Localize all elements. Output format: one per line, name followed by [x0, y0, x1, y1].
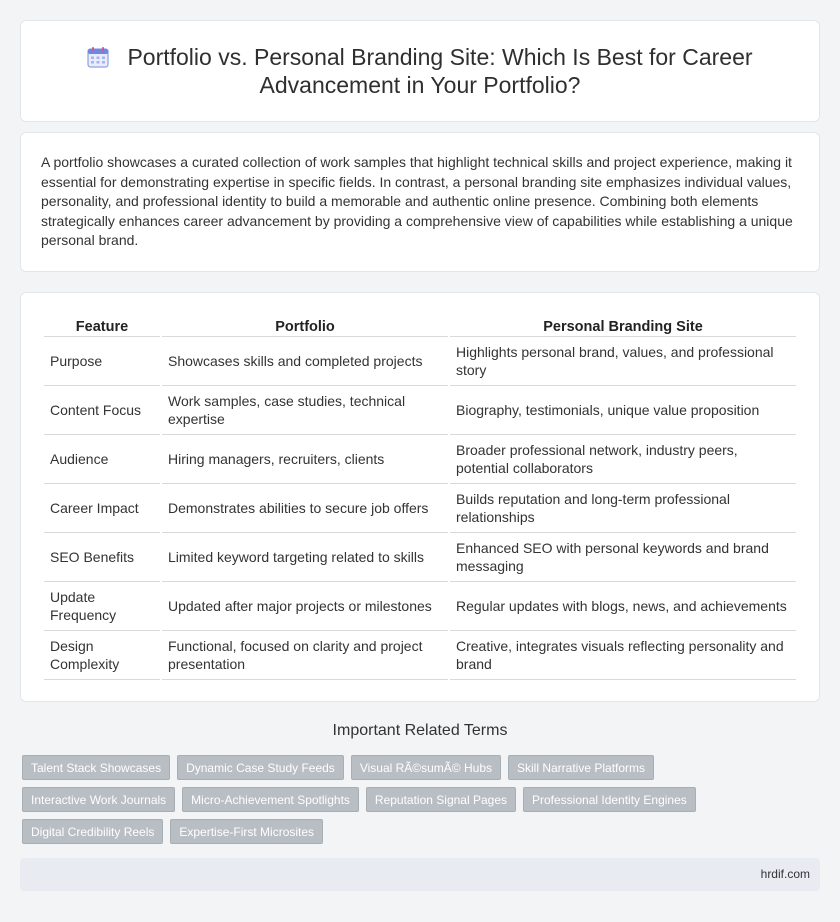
page-title-text: Portfolio vs. Personal Branding Site: Which Is Best for Career Advancement in Your Portfolio?	[127, 44, 753, 98]
table-header-row	[44, 313, 796, 337]
table-row	[44, 435, 796, 484]
related-term-tag[interactable]: Dynamic Case Study Feeds	[177, 755, 344, 780]
table-row	[44, 386, 796, 435]
comparison-card	[20, 292, 820, 702]
row-personal-branding: Creative, integrates visuals reflecting personality and brand	[450, 631, 796, 680]
row-portfolio: Functional, focused on clarity and project presentation	[162, 631, 448, 680]
title-card	[20, 20, 820, 122]
header-personal-branding-site: Personal Branding Site	[450, 313, 796, 337]
row-personal-branding: Broader professional network, industry peers, potential collaborators	[450, 435, 796, 484]
related-term-tag[interactable]: Digital Credibility Reels	[22, 819, 163, 844]
related-term-tag[interactable]: Micro-Achievement Spotlights	[182, 787, 359, 812]
related-term-tag[interactable]: Reputation Signal Pages	[366, 787, 516, 812]
row-personal-branding: Enhanced SEO with personal keywords and brand messaging	[450, 533, 796, 582]
related-term-tag[interactable]: Expertise-First Microsites	[170, 819, 323, 844]
header-feature: Feature	[44, 313, 160, 337]
row-portfolio: Work samples, case studies, technical expertise	[162, 386, 448, 435]
row-feature: SEO Benefits	[44, 533, 160, 582]
table-row	[44, 631, 796, 680]
related-term-tag[interactable]: Skill Narrative Platforms	[508, 755, 654, 780]
row-portfolio: Hiring managers, recruiters, clients	[162, 435, 448, 484]
related-term-tag[interactable]: Visual RÃ©sumÃ© Hubs	[351, 755, 501, 780]
related-terms-title: Important Related Terms	[332, 722, 508, 739]
row-personal-branding: Highlights personal brand, values, and professional story	[450, 337, 796, 386]
row-personal-branding: Regular updates with blogs, news, and achievements	[450, 582, 796, 631]
row-personal-branding: Biography, testimonials, unique value proposition	[450, 386, 796, 435]
table-row	[44, 484, 796, 533]
related-terms-list	[22, 755, 818, 851]
table-row	[44, 582, 796, 631]
row-portfolio: Updated after major projects or milestones	[162, 582, 448, 631]
related-term-tag[interactable]: Interactive Work Journals	[22, 787, 175, 812]
comparison-table	[42, 313, 798, 680]
intro-paragraph: A portfolio showcases a curated collection of work samples that highlight technical skills and project experience, making it essential for demonstrating expertise in specific fields. In contrast, a personal branding site emphasizes individual values, personality, and professional identity to build a memorable and authentic online presence. Combining both elements strategically enhances career advancement by providing a comprehensive view of capabilities while establishing a unique personal brand.	[41, 154, 793, 248]
row-feature: Design Complexity	[44, 631, 160, 680]
row-portfolio: Showcases skills and completed projects	[162, 337, 448, 386]
row-feature: Audience	[44, 435, 160, 484]
row-feature: Career Impact	[44, 484, 160, 533]
related-term-tag[interactable]: Talent Stack Showcases	[22, 755, 170, 780]
row-personal-branding: Builds reputation and long-term professional relationships	[450, 484, 796, 533]
page-title	[51, 43, 789, 99]
intro-card	[20, 132, 820, 272]
footer-site-link[interactable]: hrdif.com	[760, 867, 810, 881]
footer-bar	[20, 858, 820, 891]
calendar-icon	[87, 46, 109, 68]
row-portfolio: Demonstrates abilities to secure job offers	[162, 484, 448, 533]
table-row	[44, 337, 796, 386]
row-feature: Purpose	[44, 337, 160, 386]
row-feature: Content Focus	[44, 386, 160, 435]
row-portfolio: Limited keyword targeting related to skills	[162, 533, 448, 582]
table-row	[44, 533, 796, 582]
related-term-tag[interactable]: Professional Identity Engines	[523, 787, 696, 812]
header-portfolio: Portfolio	[162, 313, 448, 337]
row-feature: Update Frequency	[44, 582, 160, 631]
